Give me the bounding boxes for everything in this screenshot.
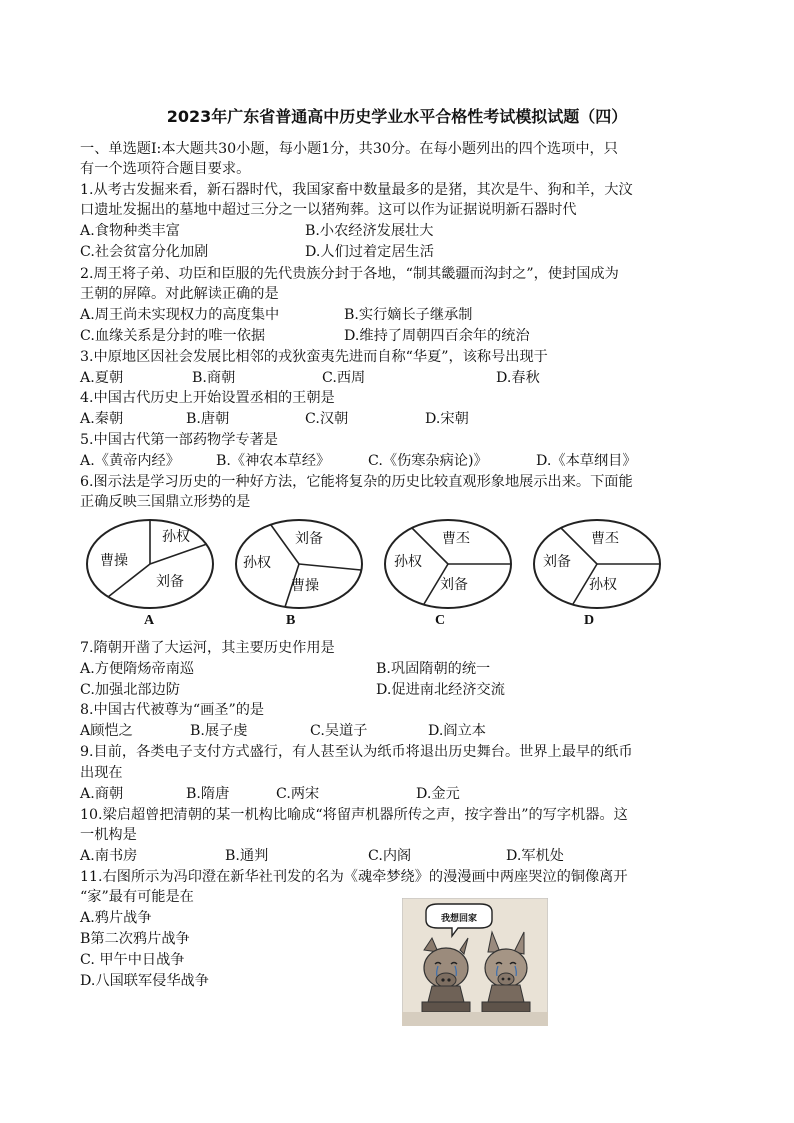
q5-option-a: A.《黄帝内经》 — [80, 453, 180, 469]
q3-option-c: C.西周 — [322, 370, 366, 386]
section-instruction-line1: 一、单选题Ⅰ:本大题共30小题，每小题1分，共30分。在每小题列出的四个选项中，只 — [80, 141, 618, 157]
q2-option-c: C.血缘关系是分封的唯一依据 — [80, 328, 266, 344]
q10-option-a: A.南书房 — [80, 848, 138, 864]
q1-option-d: D.人们过着定居生活 — [305, 244, 434, 260]
q4-stem: 4.中国古代历史上开始设置丞相的王朝是 — [80, 390, 335, 406]
pie-b-label-2: 刘备 — [295, 531, 323, 547]
q6-stem-line2: 正确反映三国鼎立形势的是 — [80, 494, 251, 510]
page-title: 2023年广东省普通高中历史学业水平合格性考试模拟试题（四） — [166, 107, 628, 126]
pie-a-label-2: 孙权 — [162, 529, 190, 545]
pie-diagram-a — [84, 518, 220, 630]
pie-divider — [299, 564, 361, 570]
q11-option-b: B第二次鸦片战争 — [80, 931, 190, 947]
q4-option-d: D.宋朝 — [425, 411, 469, 427]
q11-stem-line1: 11.右图所示为冯印澄在新华社刊发的名为《魂牵梦绕》的漫漫画中两座哭泣的铜像离开 — [80, 869, 628, 885]
section-instruction-line2: 有一个选项符合题目要求。 — [80, 161, 251, 177]
q8-option-a: A顾恺之 — [80, 723, 133, 739]
q9-option-d: D.金元 — [416, 786, 460, 802]
speech-bubble-text: 我想回家 — [440, 914, 478, 924]
q10-option-b: B.通判 — [225, 848, 269, 864]
q9-stem-line2: 出现在 — [80, 765, 123, 781]
q9-option-b: B.隋唐 — [186, 786, 230, 802]
pie-c-label-1: 孙权 — [394, 554, 422, 570]
q7-stem: 7.隋朝开凿了大运河，其主要历史作用是 — [80, 640, 335, 656]
pie-a-label-3: 刘备 — [156, 574, 184, 590]
q8-stem: 8.中国古代被尊为“画圣”的是 — [80, 702, 265, 718]
q11-option-c: C. 甲午中日战争 — [80, 952, 185, 968]
pie-diagram-c — [382, 518, 518, 630]
q1-stem-line2: 口遗址发掘出的墓地中超过三分之一以猪殉葬。这可以作为证据说明新石器时代 — [80, 202, 577, 218]
pie-diagram-d — [531, 518, 667, 630]
pie-d-label-1: 刘备 — [543, 554, 571, 570]
q5-stem: 5.中国古代第一部药物学专著是 — [80, 432, 278, 448]
q5-option-b: B.《神农本草经》 — [216, 453, 331, 469]
q9-option-c: C.两宋 — [276, 786, 320, 802]
q10-option-c: C.内阁 — [368, 848, 412, 864]
pie-b-label-1: 孙权 — [243, 555, 271, 571]
q4-option-b: B.唐朝 — [186, 411, 230, 427]
q1-option-c: C.社会贫富分化加剧 — [80, 244, 209, 260]
q8-option-d: D.阎立本 — [428, 723, 486, 739]
q2-option-a: A.周王尚未实现权力的高度集中 — [80, 307, 280, 323]
q4-option-a: A.秦朝 — [80, 411, 124, 427]
q10-option-d: D.军机处 — [506, 848, 564, 864]
q2-option-d: D.维持了周朝四百余年的统治 — [344, 328, 530, 344]
pie-d-letter: D — [584, 613, 595, 628]
q11-option-d: D.八国联军侵华战争 — [80, 973, 209, 989]
q2-option-b: B.实行嫡长子继承制 — [344, 307, 473, 323]
q5-option-d: D.《本草纲目》 — [536, 453, 637, 469]
pie-a-letter: A — [144, 613, 155, 628]
q1-stem-line1: 1.从考古发掘来看，新石器时代，我国家畜中数量最多的是猪，其次是牛、狗和羊，大汶 — [80, 182, 633, 198]
q7-option-d: D.促进南北经济交流 — [376, 682, 505, 698]
q2-stem-line1: 2.周王将子弟、功臣和臣服的先代贵族分封于各地，“制其畿疆而沟封之”，使封国成为 — [80, 266, 619, 282]
q11-stem-line2: “家”最有可能是在 — [80, 889, 194, 905]
pie-diagram-b — [233, 518, 369, 630]
pie-a-label-1: 曹操 — [100, 553, 128, 569]
q7-option-c: C.加强北部边防 — [80, 682, 180, 698]
q4-option-c: C.汉朝 — [305, 411, 349, 427]
q3-option-b: B.商朝 — [192, 370, 236, 386]
bronze-boar-head — [422, 938, 470, 1012]
q3-option-a: A.夏朝 — [80, 370, 124, 386]
pie-divider — [150, 544, 207, 564]
pie-d-label-2: 曹丕 — [591, 531, 619, 547]
q11-option-a: A.鸦片战争 — [80, 910, 152, 926]
q1-option-b: B.小农经济发展壮大 — [305, 223, 434, 239]
pie-c-letter: C — [435, 613, 446, 628]
q7-option-b: B.巩固隋朝的统一 — [376, 661, 491, 677]
q9-option-a: A.商朝 — [80, 786, 124, 802]
q8-option-b: B.展子虔 — [190, 723, 248, 739]
q10-stem-line1: 10.梁启超曾把清朝的某一机构比喻成“将留声机器所传之声，按字誊出”的写字机器。这 — [80, 807, 628, 823]
q7-option-a: A.方便隋炀帝南巡 — [80, 661, 195, 677]
q9-stem-line1: 9.目前，各类电子支付方式盛行，有人甚至认为纸币将退出历史舞台。世界上最早的纸币 — [80, 744, 633, 760]
q1-option-a: A.食物种类丰富 — [80, 223, 180, 239]
q10-stem-line2: 一机构是 — [80, 827, 137, 843]
q6-stem-line1: 6.图示法是学习历史的一种好方法，它能将复杂的历史比较直观形象地展示出来。下面能 — [80, 474, 633, 490]
q8-option-c: C.吴道子 — [310, 723, 368, 739]
pie-c-label-3: 刘备 — [440, 577, 468, 593]
q3-stem: 3.中原地区因社会发展比相邻的戎狄蛮夷先进而自称“华夏”，该称号出现于 — [80, 349, 548, 365]
cartoon-bronze-heads-image — [402, 898, 548, 1026]
pie-c-label-2: 曹丕 — [442, 531, 470, 547]
pie-b-label-3: 曹操 — [291, 578, 319, 594]
q3-option-d: D.春秋 — [496, 370, 540, 386]
pie-d-label-3: 孙权 — [589, 577, 617, 593]
q5-option-c: C.《伤寒杂病论)》 — [368, 453, 488, 469]
pie-b-letter: B — [286, 613, 296, 628]
q2-stem-line2: 王朝的屏障。对此解读正确的是 — [80, 286, 279, 302]
